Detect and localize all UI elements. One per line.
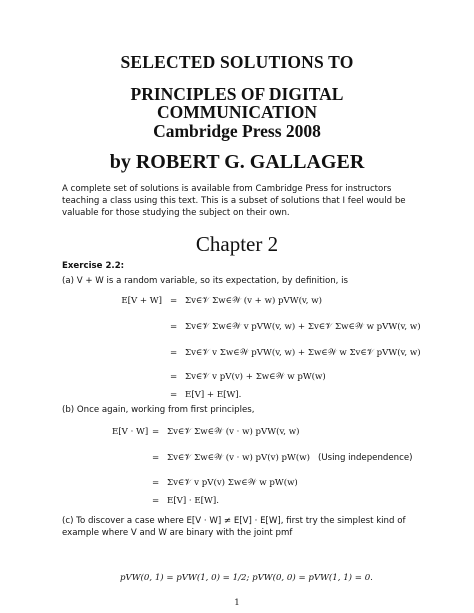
page-number: 1 — [234, 598, 240, 608]
part-c-text: (c) To discover a case where E[V · W] ≠ E[V] · E[W], first try the simplest kind of example where V and W are binary with the joint pmf — [62, 516, 406, 538]
eq-b2-note: (Using independence) — [318, 453, 413, 463]
eq-a5-rhs: E[V] + E[W]. — [185, 390, 242, 400]
eq-a2-rhs: Σv∈𝒱 Σw∈𝒲 v pVW(v, w) + Σv∈𝒱 Σw∈𝒲 w pVW(v, w) — [185, 322, 421, 332]
eq-a1-rhs: Σv∈𝒱 Σw∈𝒲 (v + w) pVW(v, w) — [185, 296, 322, 306]
eq-a1-lhs: E[V + W] — [121, 296, 162, 306]
part-a-text: (a) V + W is a random variable, so its expectation, by definition, is — [62, 276, 348, 286]
part-b-text: (b) Once again, working from first principles, — [62, 405, 255, 415]
exercise-heading: Exercise 2.2: — [62, 261, 125, 271]
eq-b1-rhs: Σv∈𝒱 Σw∈𝒲 (v · w) pVW(v, w) — [167, 427, 300, 437]
title-line-2: PRINCIPLES OF DIGITAL — [130, 84, 344, 104]
eq-a3-rhs: Σv∈𝒱 v Σw∈𝒲 pVW(v, w) + Σw∈𝒲 w Σv∈𝒱 pVW(v, w) — [185, 348, 421, 358]
chapter-heading: Chapter 2 — [195, 232, 279, 256]
author-line: by ROBERT G. GALLAGER — [109, 151, 365, 173]
eq-b3-rhs: Σv∈𝒱 v pV(v) Σw∈𝒲 w pW(w) — [167, 478, 298, 488]
pmf-line: pVW(0, 1) = pVW(1, 0) = 1/2; pVW(0, 0) = pVW(1, 1) = 0. — [120, 573, 373, 583]
title-line-4: Cambridge Press 2008 — [153, 121, 321, 141]
eq-b2-rhs: Σv∈𝒱 Σw∈𝒲 (v · w) pV(v) pW(w) — [167, 453, 310, 463]
title-line-1: SELECTED SOLUTIONS TO — [120, 52, 354, 72]
title-line-3: COMMUNICATION — [156, 102, 318, 122]
eq-a4-rhs: Σv∈𝒱 v pV(v) + Σw∈𝒲 w pW(w) — [185, 372, 326, 382]
eq-b4-rhs: E[V] · E[W]. — [167, 496, 219, 506]
eq-b1-lhs: E[V · W] — [112, 427, 149, 437]
intro-paragraph: A complete set of solutions is available from Cambridge Press for instructors teaching a class using this text. This is a subset of solutions that I feel would be valuable for those studying the subject on their own. — [62, 184, 406, 218]
